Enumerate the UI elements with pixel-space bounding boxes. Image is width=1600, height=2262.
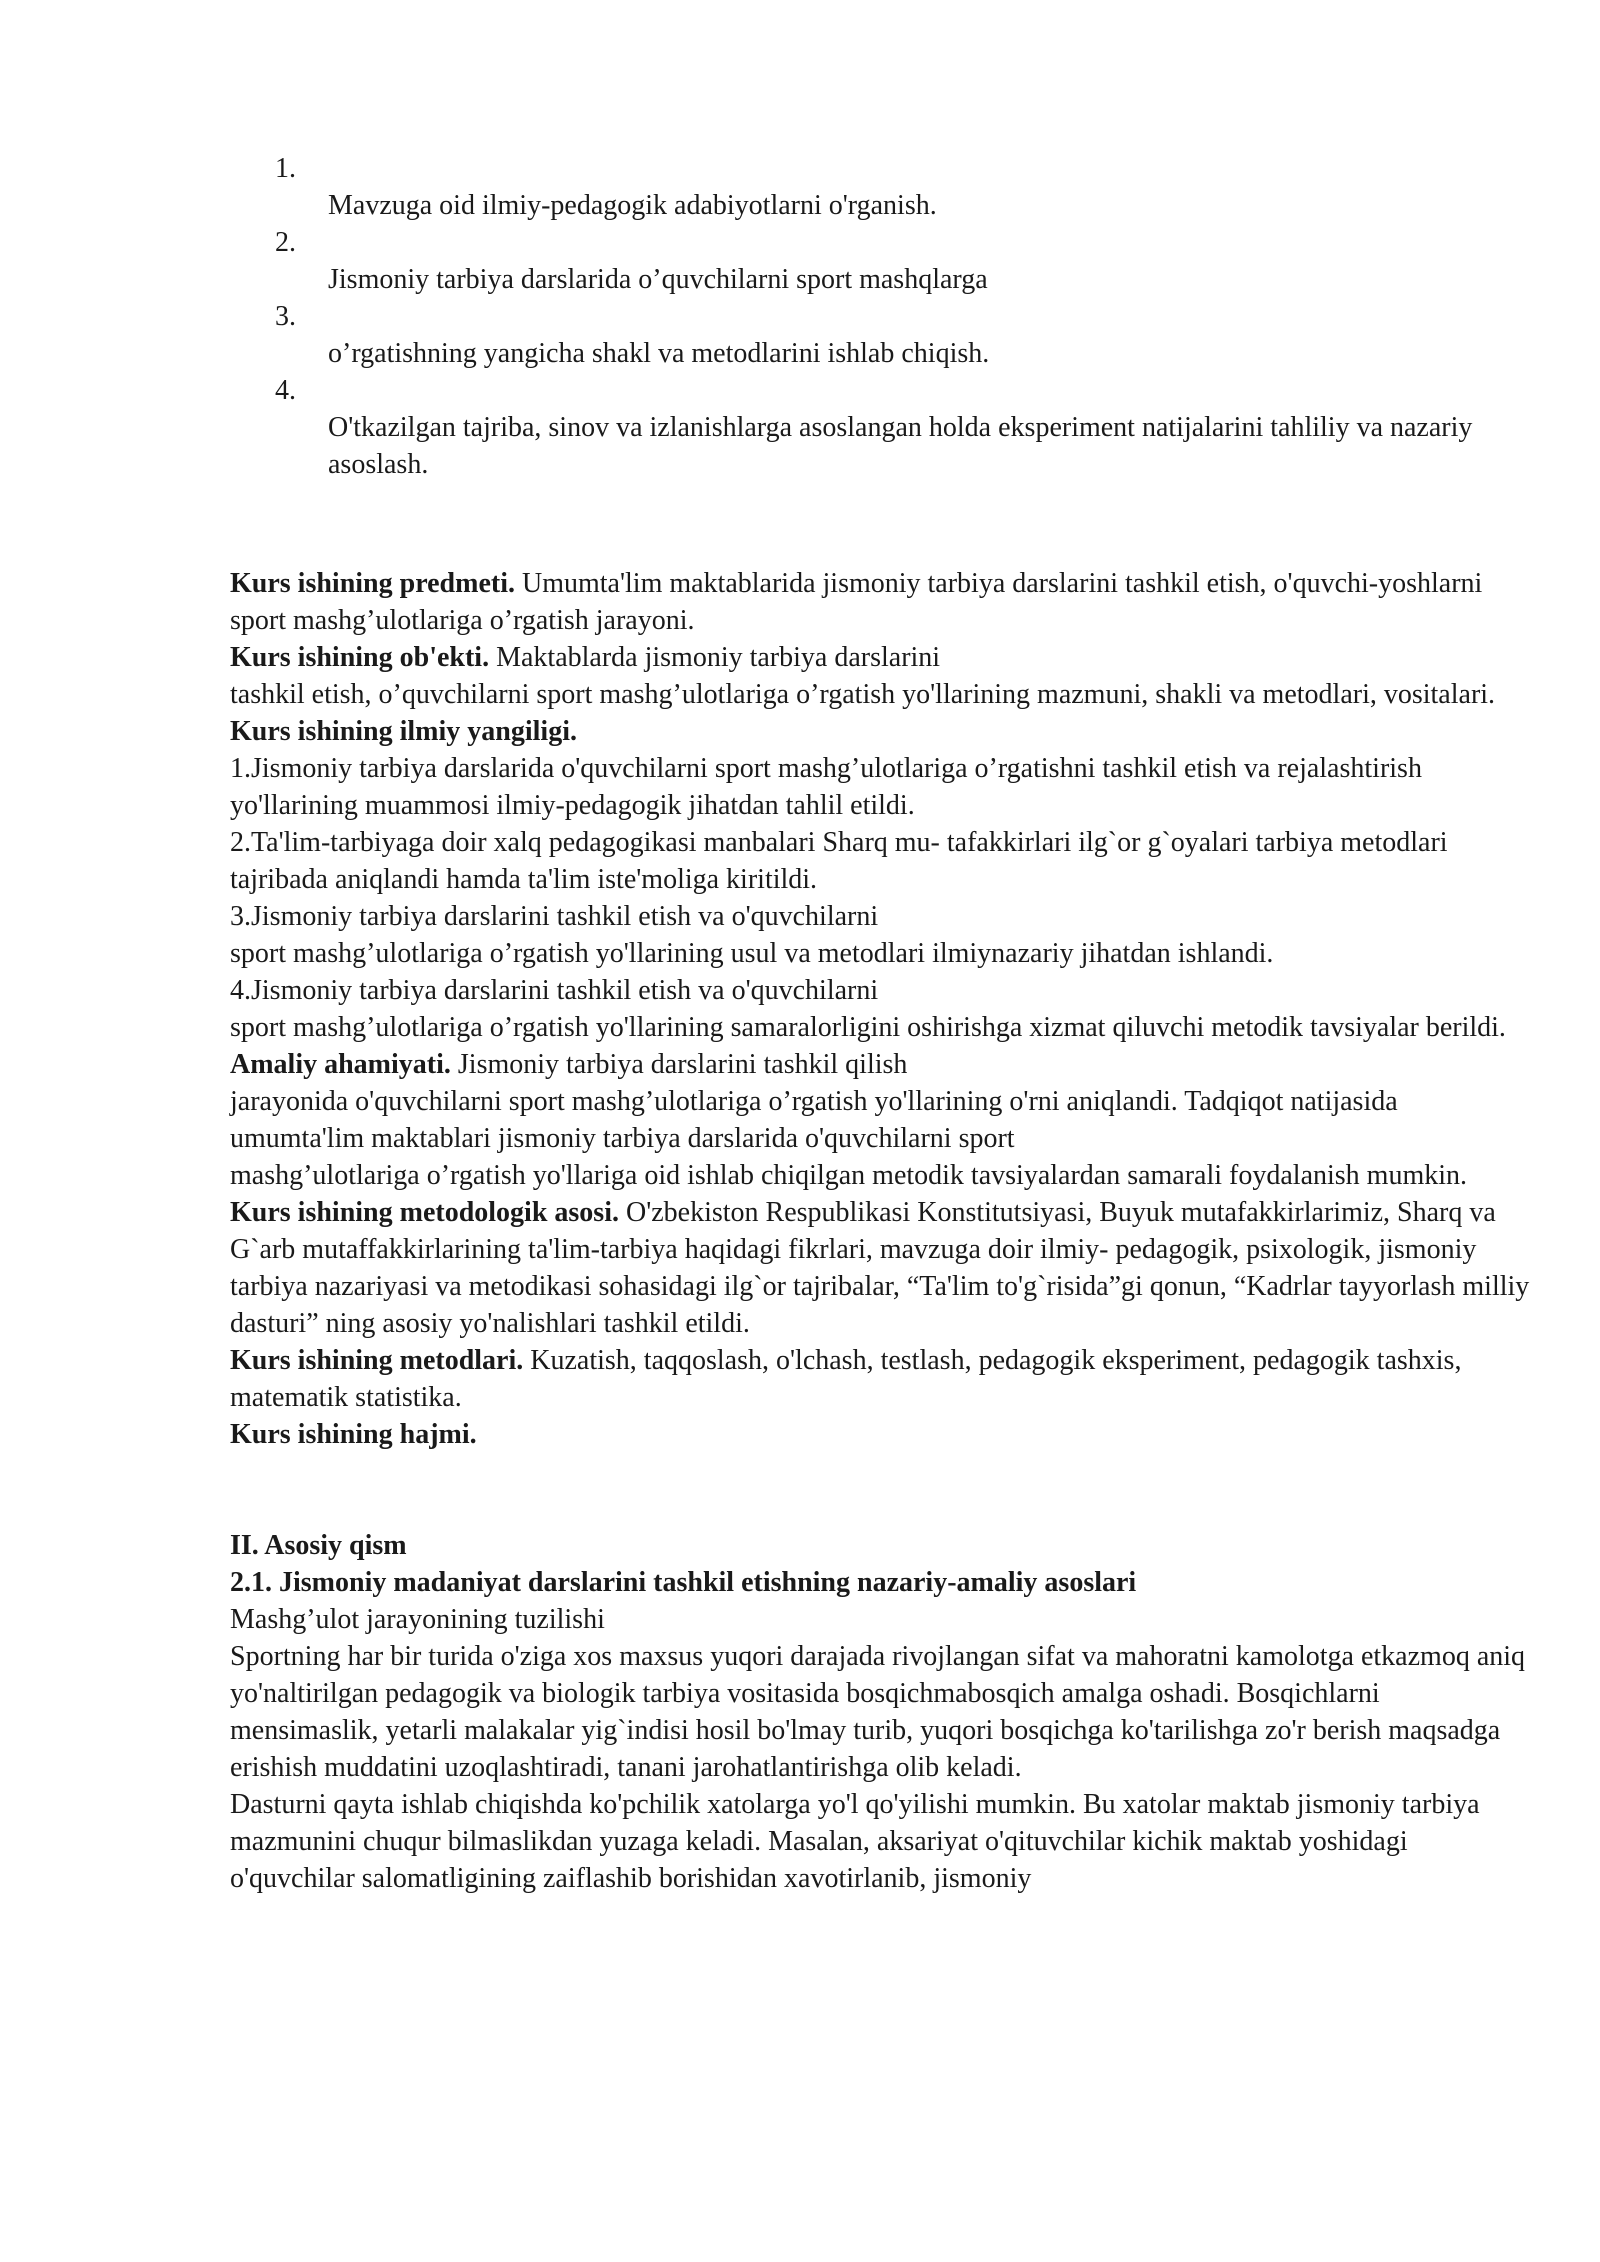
amaliy-text-line3: mashg’ulotlariga o’rgatish yo'llariga oid ishlab chiqilgan metodik tavsiyalardan samarali foydalanish mumkin. <box>230 1160 1468 1191</box>
document-body <box>230 565 1530 1897</box>
list-item-number: 2. <box>275 227 296 258</box>
list-item-number: 4. <box>275 375 296 406</box>
predmet-label: Kurs ishining predmeti. <box>230 568 515 599</box>
yangilik-item: 2.Ta'lim-tarbiyaga doir xalq pedagogikasi manbalari Sharq mu- tafakkirlari ilg`or g`oyalari tarbiya metodlari tajribada aniqlandi hamda ta'lim iste'moliga kiritildi. <box>230 827 1448 895</box>
amaliy-text-line2: jarayonida o'quvchilarni sport mashg’ulotlariga o’rgatish yo'llarining o'rni aniqlandi. Tadqiqot natijasida umumta'lim maktablari jismoniy tarbiya darslarida o'quvchilarni sport <box>230 1086 1398 1154</box>
list-item <box>275 298 1475 372</box>
hajmi-label: Kurs ishining hajmi. <box>230 1419 477 1450</box>
yangilik-item: 1.Jismoniy tarbiya darslarida o'quvchilarni sport mashg’ulotlariga o’rgatishni tashkil etish va rejalashtirish yo'llarining muammosi ilmiy-pedagogik jihatdan tahlil etildi. <box>230 753 1422 821</box>
section-subtitle: 2.1. Jismoniy madaniyat darslarini tashkil etishning nazariy-amaliy asoslari <box>230 1567 1137 1598</box>
yangilik-heading <box>230 713 1530 750</box>
yangilik-item: 4.Jismoniy tarbiya darslarini tashkil etish va o'quvchilarni <box>230 975 879 1006</box>
metodlar-paragraph <box>230 1342 1530 1416</box>
metodologik-text: O'zbekiston Respublikasi Konstitutsiyasi, Buyuk mutafakkirlarimiz, Sharq va G`arb mutaffakkirlarining ta'lim-tarbiya haqidagi fikrlari, mavzuga doir ilmiy- pedagogik, psixologik, jismoniy tarbiya nazariyasi va metodikasi sohasidagi ilg`or tajribalar, “Ta'lim to'g`risida”gi qonun, “Kadrlar tayyorlash milliy dasturi” ning asosiy yo'nalishlari tashkil etildi. <box>230 1197 1530 1339</box>
list-item-text: O'tkazilgan tajriba, sinov va izlanishlarga asoslangan holda eksperiment natijalarini tahliliy va nazariy asoslash. <box>328 412 1473 480</box>
metodlar-label: Kurs ishining metodlari. <box>230 1345 524 1376</box>
section-title: II. Asosiy qism <box>230 1530 407 1561</box>
section-paragraph: Dasturni qayta ishlab chiqishda ko'pchilik xatolarga yo'l qo'yilishi mumkin. Bu xatolar maktab jismoniy tarbiya mazmunini chuqur bilmaslikdan yuzaga keladi. Masalan, aksariyat o'qituvchilar kichik maktab yoshidagi o'quvchilar salomatligining zaiflashib borishidan xavotirlanib, jismoniy <box>230 1789 1480 1894</box>
obekt-paragraph <box>230 639 1530 676</box>
obekt-label: Kurs ishining ob'ekti. <box>230 642 490 673</box>
metodologik-label: Kurs ishining metodologik asosi. <box>230 1197 619 1228</box>
amaliy-text-line1: Jismoniy tarbiya darslarini tashkil qilish <box>450 1049 908 1080</box>
predmet-paragraph <box>230 565 1530 639</box>
metodologik-paragraph <box>230 1194 1530 1342</box>
list-item-text: Mavzuga oid ilmiy-pedagogik adabiyotlarni o'rganish. <box>328 190 937 221</box>
hajmi-paragraph <box>230 1416 1530 1453</box>
amaliy-paragraph <box>230 1046 1530 1083</box>
list-item-text: o’rgatishning yangicha shakl va metodlarini ishlab chiqish. <box>328 338 990 369</box>
list-item-number: 1. <box>275 153 296 184</box>
objectives-list <box>275 150 1475 483</box>
spacer <box>230 1453 1530 1527</box>
yangilik-label: Kurs ishining ilmiy yangiligi. <box>230 716 577 747</box>
section-paragraph: Sportning har bir turida o'ziga xos maxsus yuqori darajada rivojlangan sifat va mahoratni kamolotga etkazmoq aniq yo'naltirilgan pedagogik va biologik tarbiya vositasida bosqichmabosqich amalga oshadi. Bosqichlarni mensimaslik, yetarli malakalar yig`indisi hosil bo'lmay turib, yuqori bosqichga ko'tarilishga zo'r berish maqsadga erishish muddatini uzoqlashtiradi, tanani jarohatlantirishga olib keladi. <box>230 1641 1526 1783</box>
obekt-text-line2: tashkil etish, o’quvchilarni sport mashg’ulotlariga o’rgatish yo'llarining mazmuni, shakli va metodlari, vositalari. <box>230 679 1496 710</box>
metodlar-text: Kuzatish, taqqoslash, o'lchash, testlash, pedagogik eksperiment, pedagogik tashxis, matematik statistika. <box>230 1345 1462 1413</box>
list-item-number: 3. <box>275 301 296 332</box>
yangilik-item: sport mashg’ulotlariga o’rgatish yo'llarining samaralorligini oshirishga xizmat qiluvchi metodik tavsiyalar berildi. <box>230 1012 1506 1043</box>
predmet-text: Umumta'lim maktablarida jismoniy tarbiya darslarini tashkil etish, o'quvchi-yoshlarni sport mashg’ulotlariga o’rgatish jarayoni. <box>230 568 1483 636</box>
list-item <box>275 224 1475 298</box>
list-item-text: Jismoniy tarbiya darslarida o’quvchilarni sport mashqlarga <box>328 264 988 295</box>
obekt-text-line1: Maktablarda jismoniy tarbiya darslarini <box>489 642 941 673</box>
list-item <box>275 150 1475 224</box>
yangilik-item: sport mashg’ulotlariga o’rgatish yo'llarining usul va metodlari ilmiynazariy jihatdan ishlandi. <box>230 938 1274 969</box>
list-item <box>275 372 1475 483</box>
section-topic: Mashg’ulot jarayonining tuzilishi <box>230 1604 605 1635</box>
amaliy-label: Amaliy ahamiyati. <box>230 1049 451 1080</box>
yangilik-item: 3.Jismoniy tarbiya darslarini tashkil etish va o'quvchilarni <box>230 901 879 932</box>
